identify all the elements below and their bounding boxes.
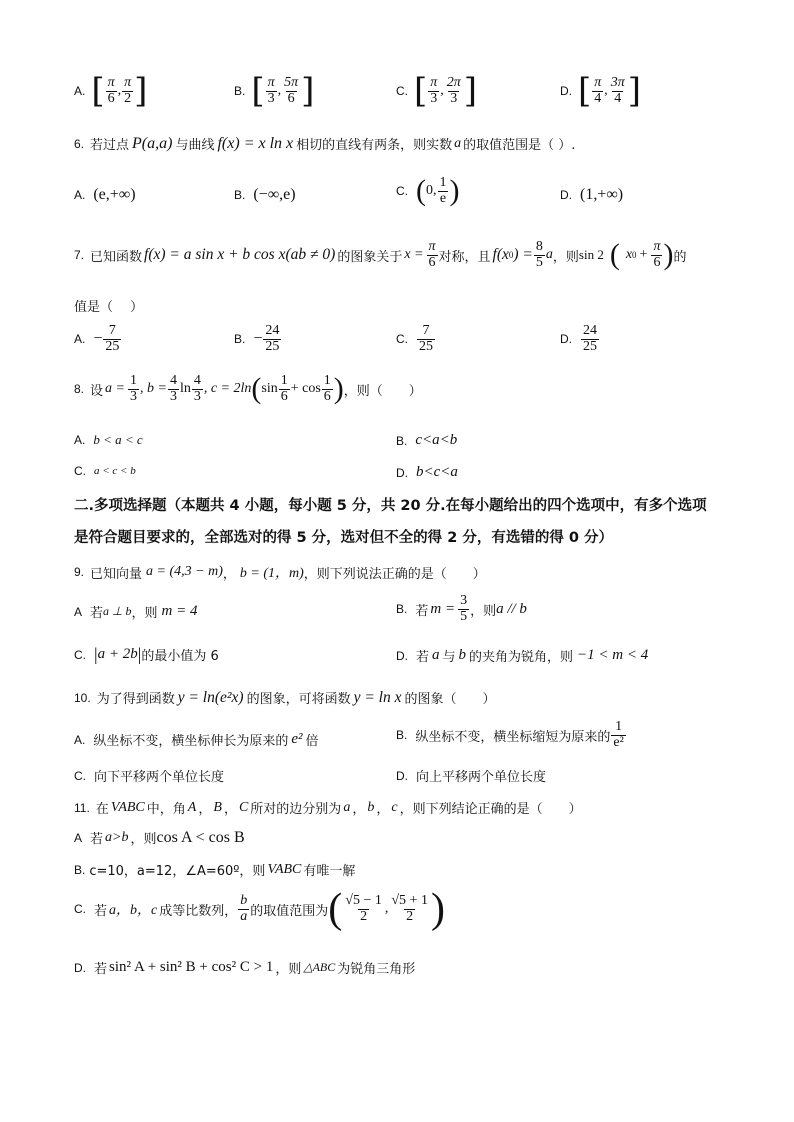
q8-option-b[interactable]: B. c<a<b	[396, 432, 458, 448]
q5-option-b[interactable]: B. [ $\frac{\pi}{3}$ , $\frac{5\pi}{6}$ ]	[234, 71, 315, 111]
q10-option-d[interactable]: D. 向上平移两个单位长度	[396, 768, 547, 785]
q7-option-d[interactable]: D. $\frac{24}{25}$	[560, 323, 597, 354]
q11-option-a[interactable]: A 若 a>b ，则 cos A < cos B	[74, 828, 245, 847]
q5-option-c[interactable]: C. [ $\frac{\pi}{3}$ , $\frac{2\pi}{3}$ ]	[396, 71, 478, 111]
q7-stem-continued: 值是（ ）	[74, 300, 144, 315]
option-label: B.	[234, 84, 246, 98]
option-label: C.	[396, 84, 408, 98]
vector-a: a = (4,3 − m)	[146, 564, 223, 579]
q11-option-c[interactable]: C. 若 a，b，c 成等比数列， $\frac{b}{a}$ 的取值范围为 ( $\frac{√5 - 1}{2}$ , $\frac{√5 + 1}{2}$ )	[74, 886, 445, 932]
option-label: D.	[560, 84, 572, 98]
q7-option-a[interactable]: A. − $\frac{7}{25}$	[74, 323, 120, 354]
q6-option-a[interactable]: A. (e,+∞)	[74, 186, 136, 203]
q8-stem: 8. 设 a = $\frac{1}{3}$ , b = $\frac{4}{3}$ ln $\frac{4}{3}$ , c = 2ln ( sin $\frac{1}{6}$ + cos $\frac{1}{6}$ ) ，则（ ）	[74, 372, 422, 406]
vector-b: b = (1，m)	[239, 566, 304, 581]
section-heading: 二.多项选择题（本题共 4 小题，每小题 5 分，共 20 分.在每小题给出的四个选项中，有多个选项	[74, 498, 707, 514]
option-label: A.	[74, 84, 86, 98]
q11-option-d[interactable]: D. 若 sin² A + sin² B + cos² C > 1 ，则 △ABC 为锐角三角形	[74, 959, 416, 977]
q10-option-b[interactable]: B. 纵坐标不变，横坐标缩短为原来的 $\frac{1}{\text{e²}}$	[396, 719, 624, 750]
curve-expression: f(x) = x ln x	[217, 134, 294, 152]
q7-option-c[interactable]: C. $\frac{7}{25}$	[396, 323, 433, 354]
q11-stem: 11. 在 VABC 中，角 A ， B ， C 所对的边分别为 a ， b ， c ，则下列结论正确的是（ ）	[74, 799, 582, 817]
q7-option-b[interactable]: B. − $\frac{24}{25}$	[234, 323, 280, 354]
question-number: 6.	[74, 136, 85, 151]
section-heading-continued: 是符合题目要求的，全部选对的得 5 分，选对但不全的得 2 分，有选错的得 0 分）	[74, 530, 614, 546]
q10-stem: 10. 为了得到函数 y = ln(e²x) 的图象，可将函数 y = ln x 的图象（ ）	[74, 688, 496, 707]
q9-option-c[interactable]: C. | a + 2b | 的最小值为 6	[74, 644, 219, 664]
q5-option-d[interactable]: D. [ $\frac{\pi}{4}$ , $\frac{3\pi}{4}$ ]	[560, 71, 642, 111]
q8-option-d[interactable]: D. b<c<a	[396, 464, 458, 480]
q9-option-d[interactable]: D. 若 a 与 b 的夹角为锐角，则 −1 < m < 4	[396, 647, 649, 665]
q6-stem: 6. 若过点 P(a,a) 与曲线 f(x) = x ln x 相切的直线有两条，则实数 a 的取值范围是（ ）.	[74, 134, 576, 153]
q7-stem: 7. 已知函数 f(x) = a sin x + b cos x(ab ≠ 0) 的图象关于 x = $\frac{\pi}{6}$ 对称，且 f(x 0 ) = $\frac{8}{5}$ a ，则 sin 2 ( x 0 + $\frac{\pi}{6}$ ) 的	[74, 238, 687, 272]
q9-stem: 9. 已知向量 a = (4,3 − m) ， b = (1，m) ，则下列说法正确的是（ ）	[74, 564, 486, 582]
q6-option-c[interactable]: C. ( 0, $\frac{1}{e}$ )	[396, 174, 460, 208]
q6-option-d[interactable]: D. (1,+∞)	[560, 186, 624, 203]
function-expression: f(x) = a sin x + b cos x(ab ≠ 0)	[144, 246, 336, 264]
q9-option-a[interactable]: A 若 a ⊥ b ，则 m = 4	[74, 603, 198, 621]
q10-option-a[interactable]: A. 纵坐标不变，横坐标伸长为原来的 e² 倍	[74, 731, 319, 749]
q6-option-b[interactable]: B. (−∞,e)	[234, 186, 296, 203]
q8-option-a[interactable]: A. b < a < c	[74, 432, 143, 447]
q11-option-b[interactable]: B. c=10，a=12，∠A=60º，则 VABC 有唯一解	[74, 861, 356, 879]
point-expression: P(a,a)	[132, 134, 173, 152]
q8-option-c[interactable]: C. a < c < b	[74, 464, 136, 478]
q9-option-b[interactable]: B. 若 m = $\frac{3}{5}$ ，则 a // b	[396, 593, 527, 624]
q10-option-c[interactable]: C. 向下平移两个单位长度	[74, 768, 225, 785]
q5-option-a[interactable]: A. [ $\frac{\pi}{6}$ , $\frac{\pi}{2}$ ]	[74, 71, 148, 111]
